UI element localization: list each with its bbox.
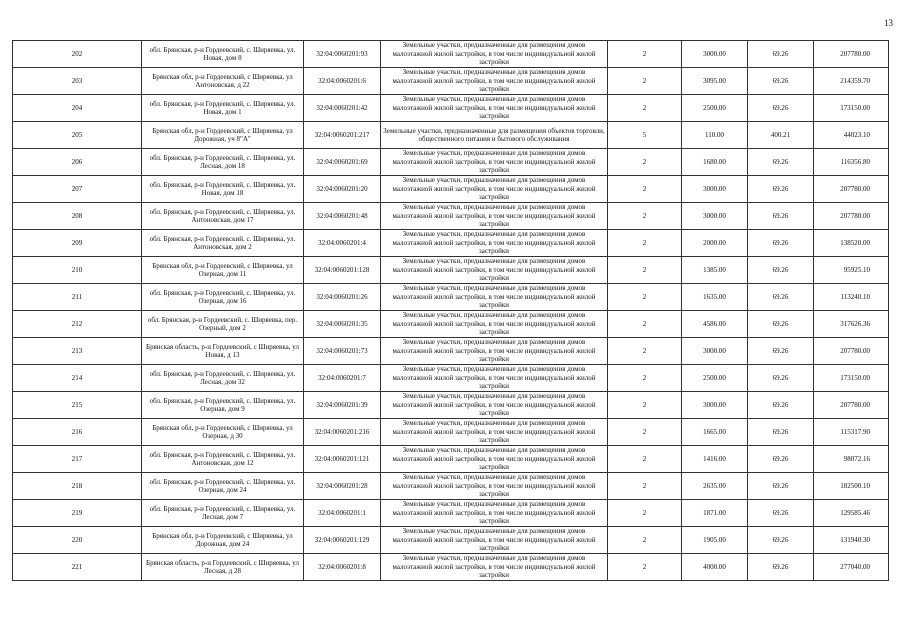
land-use-cell: Земельные участки, предназначенные для размещения домов малоэтажной жилой застройки, в том числе индивидуальной жилой застройки [381, 203, 608, 230]
table-row [13, 500, 889, 527]
land-use-cell: Земельные участки, предназначенные для размещения домов малоэтажной жилой застройки, в том числе индивидуальной жилой застройки [381, 554, 608, 581]
table-row [13, 230, 889, 257]
row-number-cell: 219 [13, 500, 142, 527]
use-class-cell: 2 [608, 284, 682, 311]
cadastral-value-cell: 317626.36 [814, 311, 889, 338]
use-class-cell: 2 [608, 176, 682, 203]
cadastral-value-cell: 277040.00 [814, 554, 889, 581]
area-cell: 1416.00 [682, 446, 748, 473]
table-row [13, 446, 889, 473]
rate-cell: 69.26 [748, 527, 814, 554]
use-class-cell: 2 [608, 338, 682, 365]
use-class-cell: 2 [608, 311, 682, 338]
rate-cell: 69.26 [748, 257, 814, 284]
area-cell: 1635.00 [682, 284, 748, 311]
use-class-cell: 2 [608, 230, 682, 257]
cadastral-value-cell: 115317.90 [814, 419, 889, 446]
rate-cell: 69.26 [748, 500, 814, 527]
rate-cell: 69.26 [748, 473, 814, 500]
address-cell: обл. Брянская, р-н Гордеевский, с. Ширяевка, ул. Озерная, дом 16 [142, 284, 304, 311]
area-cell: 4000.00 [682, 554, 748, 581]
use-class-cell: 2 [608, 95, 682, 122]
area-cell: 110.00 [682, 122, 748, 149]
area-cell: 3000.00 [682, 41, 748, 68]
cadastral-number-cell: 32:04:0060201:42 [304, 95, 381, 122]
table-row [13, 95, 889, 122]
row-number-cell: 203 [13, 68, 142, 95]
cadastral-value-cell: 182500.10 [814, 473, 889, 500]
area-cell: 3000.00 [682, 392, 748, 419]
cadastral-number-cell: 32:04:0060201:217 [304, 122, 381, 149]
land-use-cell: Земельные участки, предназначенные для размещения объектов торговли, общественного питания и бытового обслуживания [381, 122, 608, 149]
row-number-cell: 212 [13, 311, 142, 338]
land-use-cell: Земельные участки, предназначенные для размещения домов малоэтажной жилой застройки, в том числе индивидуальной жилой застройки [381, 473, 608, 500]
cadastral-value-cell: 95925.10 [814, 257, 889, 284]
cadastral-value-cell: 207780.00 [814, 338, 889, 365]
cadastral-number-cell: 32:04:0060201:48 [304, 203, 381, 230]
area-cell: 1665.00 [682, 419, 748, 446]
address-cell: обл. Брянская, р-н Гордеевский, с. Ширяевка, ул. Новая, дом 18 [142, 176, 304, 203]
table-row [13, 176, 889, 203]
page-number: 13 [884, 18, 893, 28]
land-registry-table [12, 40, 889, 581]
use-class-cell: 2 [608, 392, 682, 419]
row-number-cell: 205 [13, 122, 142, 149]
address-cell: Брянская обл, р-н Гордеевский, с Ширяевка, ул Антоновская, д 22 [142, 68, 304, 95]
area-cell: 1680.00 [682, 149, 748, 176]
table-body [13, 41, 889, 581]
rate-cell: 69.26 [748, 284, 814, 311]
rate-cell: 69.26 [748, 365, 814, 392]
use-class-cell: 2 [608, 149, 682, 176]
address-cell: Брянская область, р-н Гордеевский, с Ширяевка, ул Новая, д 13 [142, 338, 304, 365]
land-use-cell: Земельные участки, предназначенные для размещения домов малоэтажной жилой застройки, в том числе индивидуальной жилой застройки [381, 338, 608, 365]
address-cell: обл. Брянская, р-н Гордеевский, с. Ширяевка, ул. Лесная, дом 18 [142, 149, 304, 176]
area-cell: 2000.00 [682, 230, 748, 257]
table-row [13, 473, 889, 500]
table-row [13, 257, 889, 284]
use-class-cell: 5 [608, 122, 682, 149]
cadastral-number-cell: 32:04:0060201:129 [304, 527, 381, 554]
table-row [13, 392, 889, 419]
area-cell: 2500.00 [682, 365, 748, 392]
use-class-cell: 2 [608, 419, 682, 446]
area-cell: 4586.00 [682, 311, 748, 338]
address-cell: обл. Брянская, р-н Гордеевский, с. Ширяевка, ул. Антоновская, дом 17 [142, 203, 304, 230]
table-row [13, 68, 889, 95]
area-cell: 1871.00 [682, 500, 748, 527]
use-class-cell: 2 [608, 554, 682, 581]
table-row [13, 338, 889, 365]
area-cell: 2500.00 [682, 95, 748, 122]
land-use-cell: Земельные участки, предназначенные для размещения домов малоэтажной жилой застройки, в том числе индивидуальной жилой застройки [381, 284, 608, 311]
cadastral-number-cell: 32:04:0060201:35 [304, 311, 381, 338]
row-number-cell: 218 [13, 473, 142, 500]
cadastral-number-cell: 32:04:0060201:69 [304, 149, 381, 176]
row-number-cell: 211 [13, 284, 142, 311]
row-number-cell: 202 [13, 41, 142, 68]
cadastral-value-cell: 214359.70 [814, 68, 889, 95]
row-number-cell: 204 [13, 95, 142, 122]
rate-cell: 69.26 [748, 392, 814, 419]
cadastral-value-cell: 207780.00 [814, 41, 889, 68]
row-number-cell: 214 [13, 365, 142, 392]
cadastral-value-cell: 113240.10 [814, 284, 889, 311]
address-cell: Брянская область, р-н Гордеевский, с Ширяевка, ул Лесная, д 28 [142, 554, 304, 581]
area-cell: 3095.00 [682, 68, 748, 95]
land-use-cell: Земельные участки, предназначенные для размещения домов малоэтажной жилой застройки, в том числе индивидуальной жилой застройки [381, 419, 608, 446]
rate-cell: 69.26 [748, 338, 814, 365]
cadastral-number-cell: 32:04:0060201:6 [304, 68, 381, 95]
row-number-cell: 220 [13, 527, 142, 554]
table-row [13, 41, 889, 68]
cadastral-number-cell: 32:04:0060201:39 [304, 392, 381, 419]
rate-cell: 69.26 [748, 446, 814, 473]
rate-cell: 69.26 [748, 419, 814, 446]
cadastral-value-cell: 207780.00 [814, 392, 889, 419]
table-row [13, 419, 889, 446]
rate-cell: 69.26 [748, 149, 814, 176]
area-cell: 2635.00 [682, 473, 748, 500]
land-use-cell: Земельные участки, предназначенные для размещения домов малоэтажной жилой застройки, в том числе индивидуальной жилой застройки [381, 41, 608, 68]
use-class-cell: 2 [608, 527, 682, 554]
rate-cell: 69.26 [748, 230, 814, 257]
table-row [13, 284, 889, 311]
cadastral-value-cell: 138520.00 [814, 230, 889, 257]
cadastral-number-cell: 32:04:0060201:1 [304, 500, 381, 527]
address-cell: обл. Брянская, р-н Гордеевский, с. Ширяевка, ул. Озерная, дом 9 [142, 392, 304, 419]
rate-cell: 69.26 [748, 176, 814, 203]
cadastral-number-cell: 32:04:0060201:20 [304, 176, 381, 203]
cadastral-value-cell: 129585.46 [814, 500, 889, 527]
row-number-cell: 217 [13, 446, 142, 473]
cadastral-number-cell: 32:04:0060201:121 [304, 446, 381, 473]
cadastral-number-cell: 32:04:0060201:93 [304, 41, 381, 68]
address-cell: Брянская обл, р-н Гордеевский, с Ширяевка, ул Озерная, дом 11 [142, 257, 304, 284]
land-use-cell: Земельные участки, предназначенные для размещения домов малоэтажной жилой застройки, в том числе индивидуальной жилой застройки [381, 527, 608, 554]
row-number-cell: 216 [13, 419, 142, 446]
cadastral-value-cell: 173150.00 [814, 365, 889, 392]
land-use-cell: Земельные участки, предназначенные для размещения домов малоэтажной жилой застройки, в том числе индивидуальной жилой застройки [381, 95, 608, 122]
area-cell: 3000.00 [682, 203, 748, 230]
table-row [13, 122, 889, 149]
address-cell: Брянская обл, р-н Гордеевский, с Ширяевка, ул Дорожная, дом 24 [142, 527, 304, 554]
row-number-cell: 213 [13, 338, 142, 365]
address-cell: обл. Брянская, р-н Гордеевский, с. Ширяевка, ул. Лесная, дом 32 [142, 365, 304, 392]
cadastral-number-cell: 32:04:0060201:28 [304, 473, 381, 500]
row-number-cell: 208 [13, 203, 142, 230]
land-use-cell: Земельные участки, предназначенные для размещения домов малоэтажной жилой застройки, в том числе индивидуальной жилой застройки [381, 392, 608, 419]
address-cell: обл. Брянская, р-н Гордеевский, с. Ширяевка, ул. Новая, дом 1 [142, 95, 304, 122]
cadastral-number-cell: 32:04:0060201:73 [304, 338, 381, 365]
address-cell: обл. Брянская, р-н Гордеевский, с. Ширяевка, пер. Озерный, дом 2 [142, 311, 304, 338]
address-cell: обл. Брянская, р-н Гордеевский, с. Ширяевка, ул. Озерная, дом 24 [142, 473, 304, 500]
address-cell: Брянская обл, р-н Гордеевский, с Ширяевка, ул Озерная, д 30 [142, 419, 304, 446]
cadastral-number-cell: 32:04:0060201:26 [304, 284, 381, 311]
address-cell: обл. Брянская, р-н Гордеевский, с. Ширяевка, ул. Антоновская, дом 2 [142, 230, 304, 257]
table-row [13, 149, 889, 176]
area-cell: 1385.00 [682, 257, 748, 284]
cadastral-value-cell: 207780.00 [814, 203, 889, 230]
address-cell: Брянская обл, р-н Гордеевский, с Ширяевка, ул Дорожная, уч 8"А" [142, 122, 304, 149]
rate-cell: 69.26 [748, 41, 814, 68]
rate-cell: 69.26 [748, 311, 814, 338]
cadastral-value-cell: 131940.30 [814, 527, 889, 554]
use-class-cell: 2 [608, 203, 682, 230]
cadastral-number-cell: 32:04:0060201:7 [304, 365, 381, 392]
row-number-cell: 207 [13, 176, 142, 203]
rate-cell: 69.26 [748, 203, 814, 230]
use-class-cell: 2 [608, 500, 682, 527]
cadastral-value-cell: 116356.80 [814, 149, 889, 176]
rate-cell: 400.21 [748, 122, 814, 149]
land-use-cell: Земельные участки, предназначенные для размещения домов малоэтажной жилой застройки, в том числе индивидуальной жилой застройки [381, 311, 608, 338]
use-class-cell: 2 [608, 365, 682, 392]
use-class-cell: 2 [608, 68, 682, 95]
rate-cell: 69.26 [748, 68, 814, 95]
table-row [13, 203, 889, 230]
land-use-cell: Земельные участки, предназначенные для размещения домов малоэтажной жилой застройки, в том числе индивидуальной жилой застройки [381, 149, 608, 176]
address-cell: обл. Брянская, р-н Гордеевский, с. Ширяевка, ул. Лесная, дом 7 [142, 500, 304, 527]
land-use-cell: Земельные участки, предназначенные для размещения домов малоэтажной жилой застройки, в том числе индивидуальной жилой застройки [381, 257, 608, 284]
cadastral-value-cell: 207780.00 [814, 176, 889, 203]
land-use-cell: Земельные участки, предназначенные для размещения домов малоэтажной жилой застройки, в том числе индивидуальной жилой застройки [381, 176, 608, 203]
use-class-cell: 2 [608, 41, 682, 68]
table-row [13, 311, 889, 338]
rate-cell: 69.26 [748, 554, 814, 581]
cadastral-value-cell: 173150.00 [814, 95, 889, 122]
cadastral-value-cell: 44023.10 [814, 122, 889, 149]
row-number-cell: 206 [13, 149, 142, 176]
table-row [13, 554, 889, 581]
rate-cell: 69.26 [748, 95, 814, 122]
use-class-cell: 2 [608, 446, 682, 473]
table-row [13, 365, 889, 392]
use-class-cell: 2 [608, 473, 682, 500]
land-use-cell: Земельные участки, предназначенные для размещения домов малоэтажной жилой застройки, в том числе индивидуальной жилой застройки [381, 230, 608, 257]
land-use-cell: Земельные участки, предназначенные для размещения домов малоэтажной жилой застройки, в том числе индивидуальной жилой застройки [381, 500, 608, 527]
land-use-cell: Земельные участки, предназначенные для размещения домов малоэтажной жилой застройки, в том числе индивидуальной жилой застройки [381, 365, 608, 392]
land-use-cell: Земельные участки, предназначенные для размещения домов малоэтажной жилой застройки, в том числе индивидуальной жилой застройки [381, 446, 608, 473]
cadastral-number-cell: 32:04:0060201:128 [304, 257, 381, 284]
row-number-cell: 210 [13, 257, 142, 284]
area-cell: 3000.00 [682, 338, 748, 365]
area-cell: 3000.00 [682, 176, 748, 203]
use-class-cell: 2 [608, 257, 682, 284]
row-number-cell: 209 [13, 230, 142, 257]
cadastral-number-cell: 32:04:0060201:8 [304, 554, 381, 581]
cadastral-number-cell: 32:04:0060201:216 [304, 419, 381, 446]
row-number-cell: 221 [13, 554, 142, 581]
cadastral-value-cell: 98072.16 [814, 446, 889, 473]
address-cell: обл. Брянская, р-н Гордеевский, с. Ширяевка, ул. Антоновская, дом 12 [142, 446, 304, 473]
area-cell: 1905.00 [682, 527, 748, 554]
address-cell: обл. Брянская, р-н Гордеевский, с. Ширяевка, ул. Новая, дом 8 [142, 41, 304, 68]
land-use-cell: Земельные участки, предназначенные для размещения домов малоэтажной жилой застройки, в том числе индивидуальной жилой застройки [381, 68, 608, 95]
table-row [13, 527, 889, 554]
row-number-cell: 215 [13, 392, 142, 419]
cadastral-number-cell: 32:04:0060201:4 [304, 230, 381, 257]
